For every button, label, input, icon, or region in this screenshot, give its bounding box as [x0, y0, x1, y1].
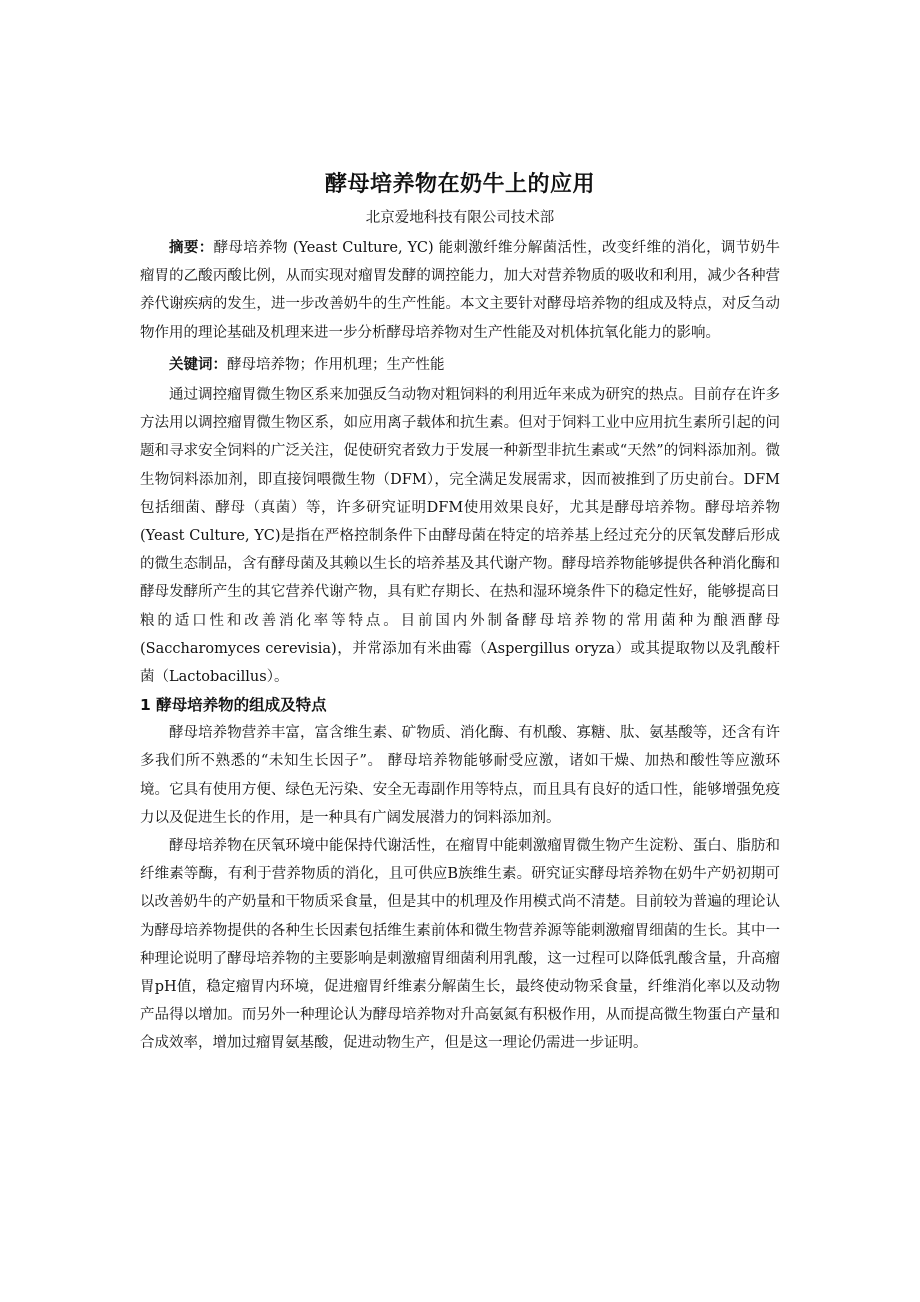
abstract-label: 摘要： [169, 240, 214, 256]
section-paragraph: 酵母培养物在厌氧环境中能保持代谢活性，在瘤胃中能刺激瘤胃微生物产生淀粉、蛋白、脂肪和纤维素等酶，有利于营养物质的消化，且可供应B族维生素。研究证实酵母培养物在奶牛产奶初期可以改善奶牛的产奶量和干物质采食量，但是其中的机理及作用模式尚不清楚。目前较为普遍的理论认为酵母培养物提供的各种生长因素包括维生素前体和微生物营养源等能刺激瘤胃细菌的生长。其中一种理论说明了酵母培养物的主要影响是刺激瘤胃细菌利用乳酸，这一过程可以降低乳酸含量，升高瘤胃pH值，稳定瘤胃内环境，促进瘤胃纤维素分解菌生长，最终使动物采食量，纤维消化率以及动物产品得以增加。而另外一种理论认为酵母培养物对升高氨氮有积极作用，从而提高微生物蛋白产量和合成效率，增加过瘤胃氨基酸，促进动物生产，但是这一理论仍需进一步证明。 [140, 838, 780, 1052]
abstract-paragraph [140, 234, 780, 347]
keywords-text: 酵母培养物；作用机理；生产性能 [227, 356, 445, 373]
document-page [140, 160, 780, 1058]
intro-paragraph: 通过调控瘤胃微生物区系来加强反刍动物对粗饲料的利用近年来成为研究的热点。目前存在许多方法用以调控瘤胃微生物区系，如应用离子载体和抗生素。但对于饲料工业中应用抗生素所引起的问题和寻求安全饲料的广泛关注，促使研究者致力于发展一种新型非抗生素或“天然”的饲料添加剂。微生物饲料添加剂，即直接饲喂微生物（DFM），完全满足发展需求，因而被推到了历史前台。DFM包括细菌、酵母（真菌）等，许多研究证明DFM使用效果良好，尤其是酵母培养物。酵母培养物(Yeast Culture, YC)是指在严格控制条件下由酵母菌在特定的培养基上经过充分的厌氧发酵后形成的微生态制品，含有酵母菌及其赖以生长的培养基及其代谢产物。酵母培养物能够提供各种消化酶和酵母发酵所产生的其它营养代谢产物，具有贮存期长、在热和湿环境条件下的稳定性好，能够提高日粮的适口性和改善消化率等特点。目前国内外制备酵母培养物的常用菌种为酿酒酵母(Saccharomyces cerevisia)，并常添加有米曲霉（Aspergillus oryza）或其提取物以及乳酸杆菌（Lactobacillus）。 [140, 387, 780, 686]
keywords-paragraph [140, 351, 780, 379]
document-title: 酵母培养物在奶牛上的应用 [324, 172, 595, 197]
abstract-text: 酵母培养物 (Yeast Culture, YC) 能刺激纤维分解菌活性，改变纤维的消化，调节奶牛瘤胃的乙酸丙酸比例，从而实现对瘤胃发酵的调控能力，加大对营养物质的吸收和利用，减少各种营养代谢疾病的发生，进一步改善奶牛的生产性能。本文主要针对酵母培养物的组成及特点，对反刍动物作用的理论基础及机理来进一步分析酵母培养物对生产性能及对机体抗氧化能力的影响。 [140, 240, 780, 341]
keywords-label: 关键词： [169, 356, 227, 373]
document-author: 北京爱地科技有限公司技术部 [365, 210, 555, 226]
section-paragraph: 酵母培养物营养丰富，富含维生素、矿物质、消化酶、有机酸、寡糖、肽、氨基酸等，还含有许多我们所不熟悉的“未知生长因子”。 酵母培养物能够耐受应激，诸如干燥、加热和酸性等应激环境。它具有使用方便、绿色无污染、安全无毒副作用等特点，而且具有良好的适口性，能够增强免疫力以及促进生长的作用，是一种具有广阔发展潜力的饲料添加剂。 [140, 725, 780, 826]
section-heading: 1 酵母培养物的组成及特点 [140, 696, 327, 715]
